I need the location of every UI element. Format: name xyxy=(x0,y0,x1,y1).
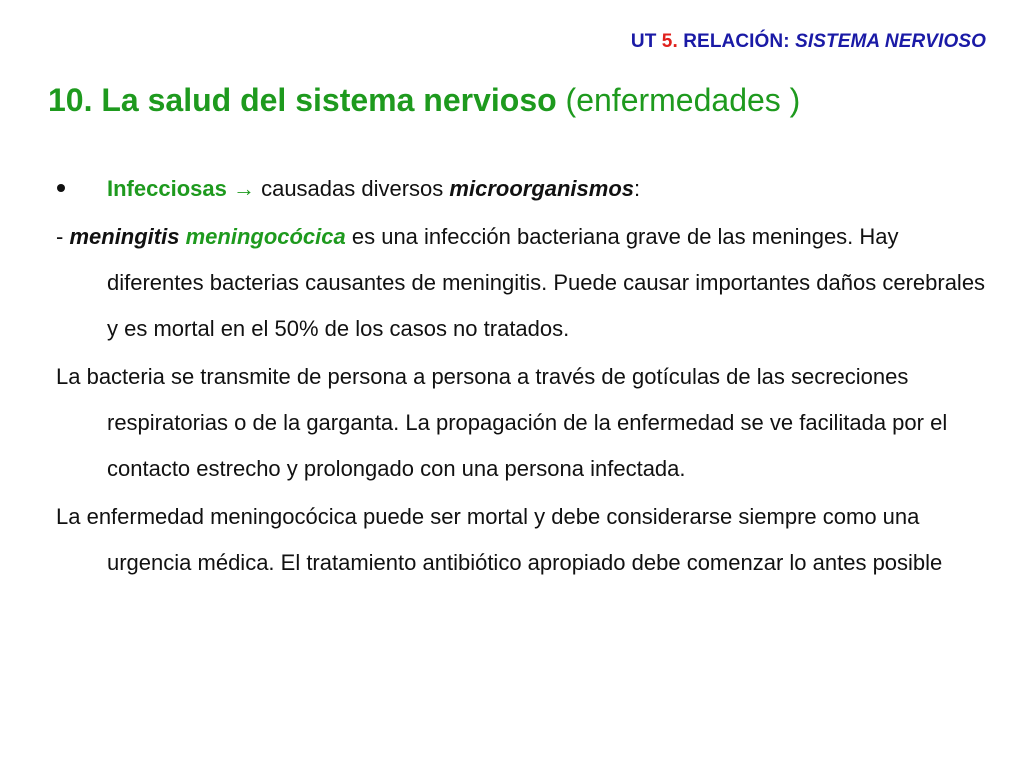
bullet-infecciosas xyxy=(56,166,986,212)
paragraph-meningitis xyxy=(56,214,986,352)
bullet-end: : xyxy=(634,176,641,201)
bullet-dot-icon xyxy=(57,184,65,192)
arrow-icon: → xyxy=(226,176,262,201)
term-meningococica: meningocócica xyxy=(185,224,346,249)
bullet-term: Infecciosas xyxy=(107,176,227,201)
paragraph-meningitis-text: es una infección bacteriana grave de las meninges. Hay diferentes bacterias causantes de meningitis. Puede causar importantes daños cerebrales y es mortal en el 50% de los casos no tratados. xyxy=(107,224,986,341)
unit-prefix: UT xyxy=(630,31,662,52)
bullet-text: causadas diversos xyxy=(261,176,450,201)
unit-label: RELACIÓN: xyxy=(677,31,796,52)
slide-title xyxy=(48,80,800,120)
slide-title-sub: (enfermedades ) xyxy=(556,82,801,118)
unit-number: 5. xyxy=(661,31,678,52)
paragraph-treatment: La enfermedad meningocócica puede ser mortal y debe considerarse siempre como una urgencia médica. El tratamiento antibiótico apropiado debe comenzar lo antes posible xyxy=(56,504,943,575)
slide-title-main: 10. La salud del sistema nervioso xyxy=(48,82,557,118)
bullet-emphasis: microorganismos xyxy=(449,176,635,201)
paragraph-lead: - xyxy=(56,224,70,249)
unit-topic: SISTEMA NERVIOSO xyxy=(795,31,986,52)
term-meningitis: meningitis xyxy=(69,224,180,249)
unit-header xyxy=(631,31,986,53)
paragraph-transmission: La bacteria se transmite de persona a persona a través de gotículas de las secreciones respiratorias o de la garganta. La propagación de la enfermedad se ve facilitada por el contacto estrecho y prolongado con una persona infectada. xyxy=(56,364,948,481)
slide-content xyxy=(56,166,986,588)
